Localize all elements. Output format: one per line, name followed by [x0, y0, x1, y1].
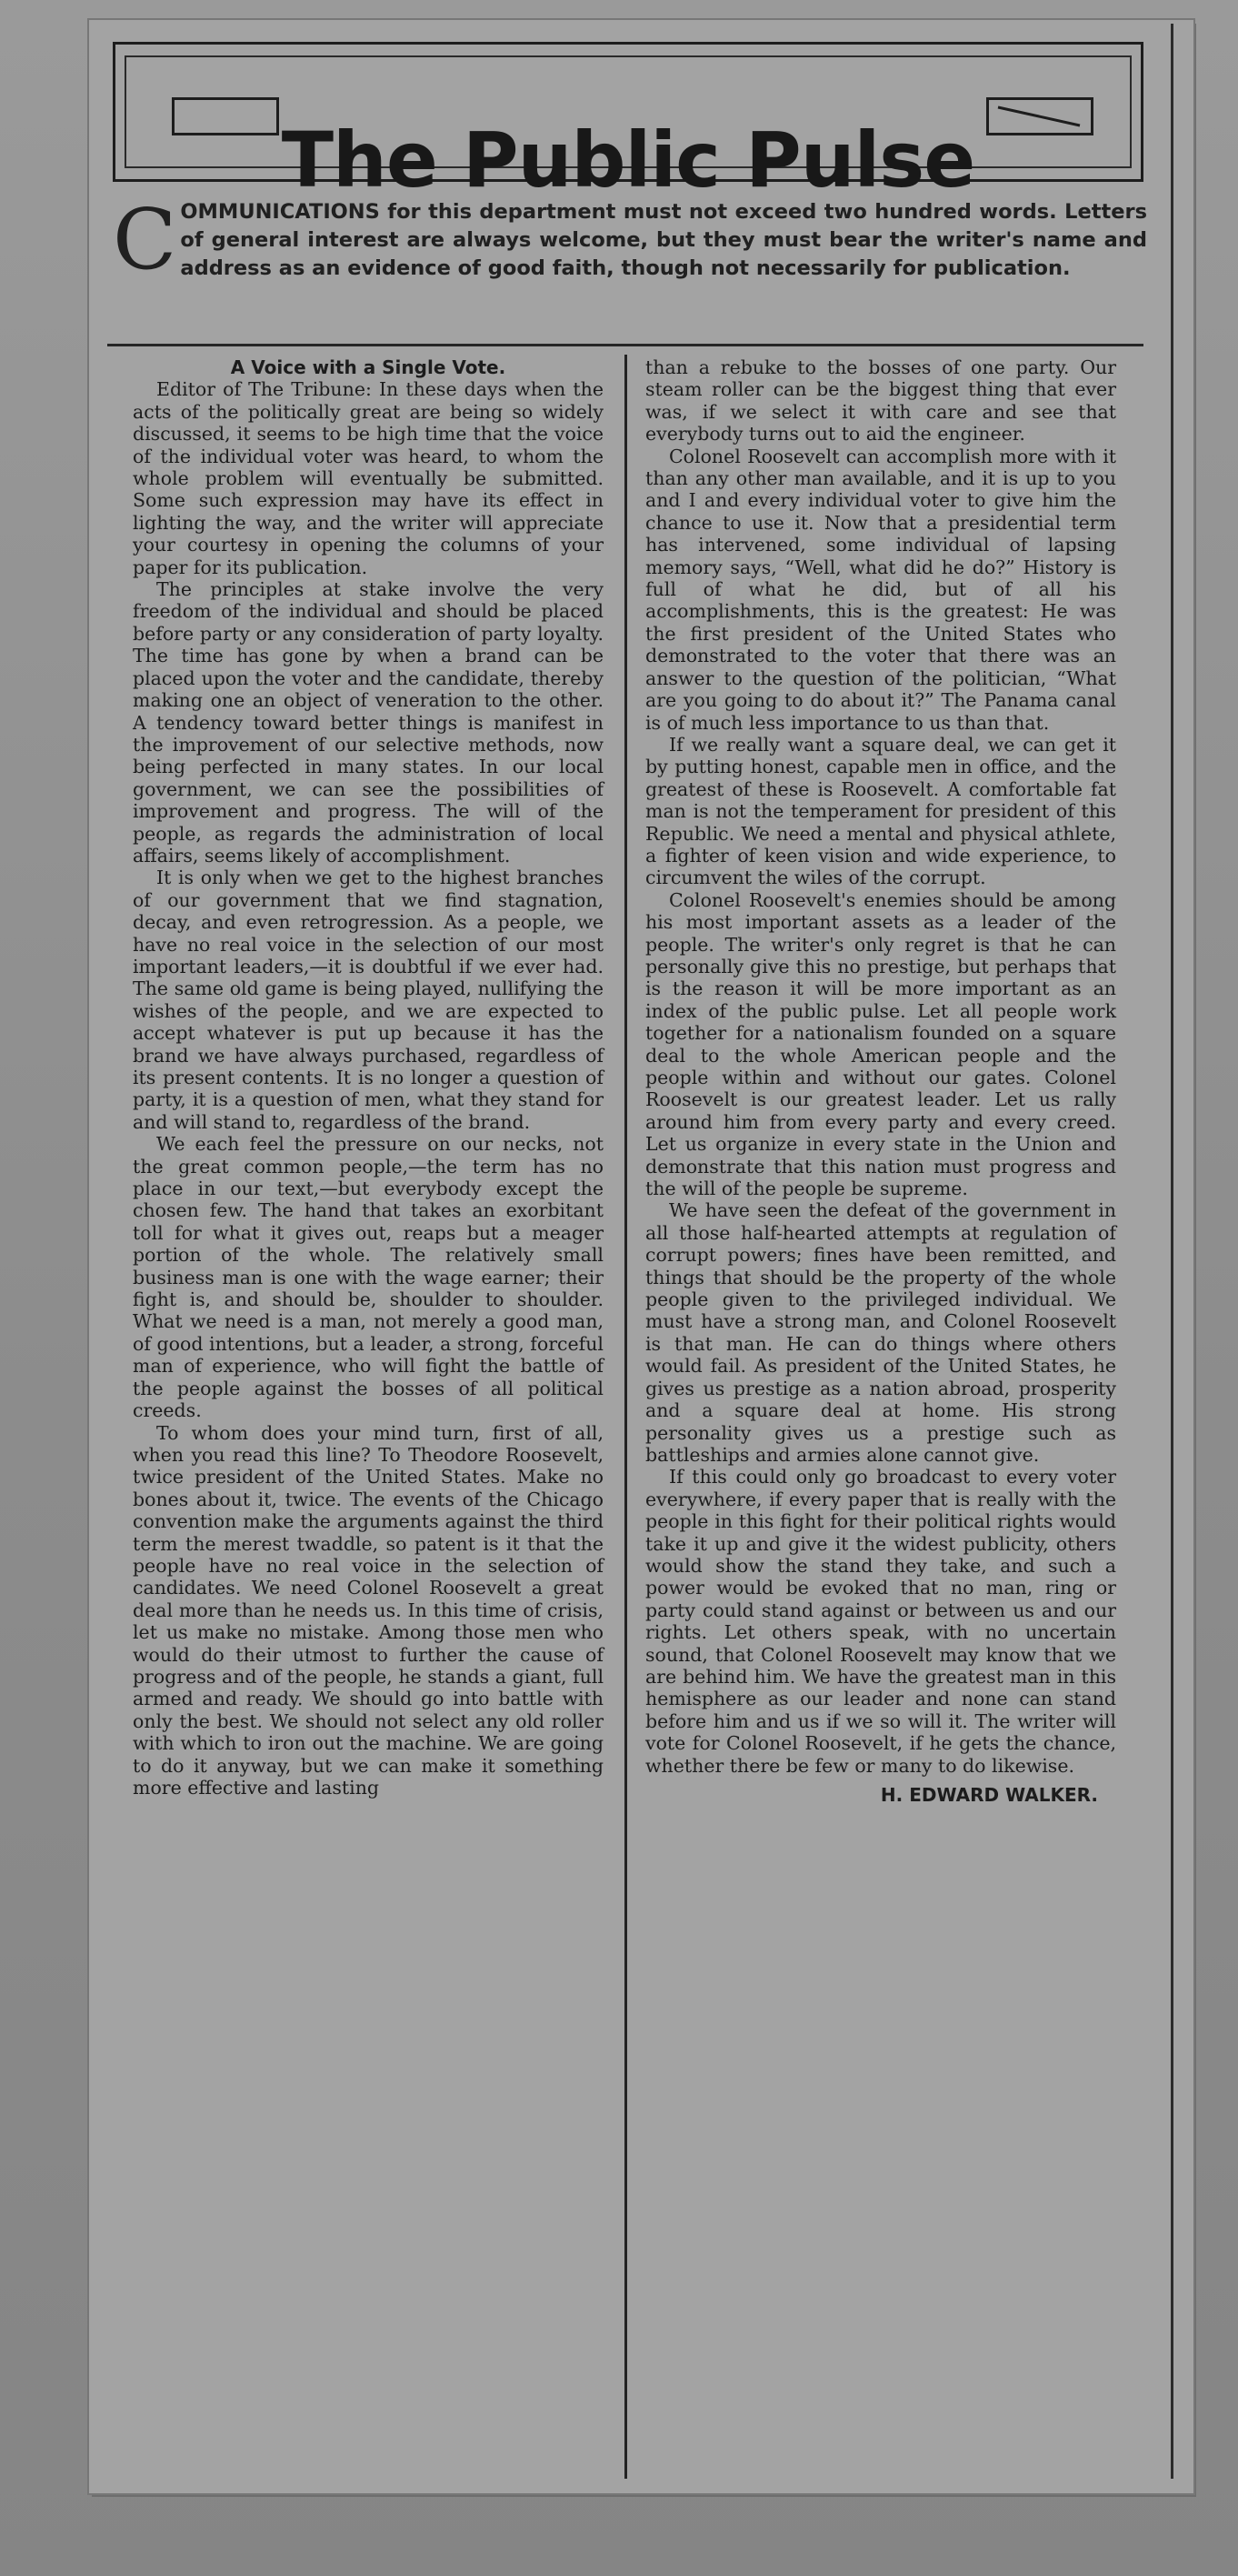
letter-paragraph: Colonel Roosevelt's enemies should be among his most important assets as a leader of the people. The writer's only regret is that he can personally give this no prestige, but perhaps that is the reason it will be more important as an index of the public pulse. Let all people work together for a nationalism founded on a square deal to the whole American people and the people within and without our gates. Colonel Roosevelt is our greatest leader. Let us rally around him from every party and every creed. Let us organize in every state in the Union and demonstrate that this nation must progress and the will of the people be supreme.: [645, 888, 1116, 1200]
letter-heading: A Voice with a Single Vote.: [230, 356, 506, 378]
letter-paragraph: It is only when we get to the highest branches of our government that we find stagnation, decay, and even retrogression. As a people, we have no real voice in the selection of our most important leaders,—it is doubtful if we ever had. The same old game is being played, nullifying the wishes of the people, and we are expected to accept whatever is put up because it has the brand we have always purchased, regardless of its present contents. It is no longer a question of party, it is a question of men, what they stand for and will stand to, regardless of the brand.: [133, 867, 604, 1133]
letter-column-right: [645, 356, 1116, 1806]
letter-paragraph: We have seen the defeat of the government in all those half-hearted attempts at regulation of corrupt powers; fines have been remitted, and things that should be the property of the whole people given to the privileged individual. We must have a strong man, and Colonel Roosevelt is that man. He can do things where others would fail. As president of the United States, he gives us prestige as a nation abroad, prosperity and a square deal at home. His strong personality gives us a prestige such as battleships and armies alone cannot give.: [645, 1199, 1116, 1466]
letter-column-left: [133, 356, 604, 1799]
notice-text: OMMUNICATIONS for this department must not exceed two hundred words. Letters of general interest are always welcome, but they must bear the writer's name and address as an evidence of good faith, though not necessarily for publication.: [180, 200, 1147, 280]
masthead-inner-frame: [125, 55, 1132, 205]
submission-notice: [113, 191, 1147, 335]
letter-signature: H. EDWARD WALKER.: [880, 1784, 1098, 1806]
masthead-box: [113, 42, 1143, 205]
notice-drop-cap: C: [113, 191, 177, 288]
letter-paragraph: Colonel Roosevelt can accomplish more with it than any other man available, and it is up to you and I and every individual voter to give him the chance to use it. Now that a presidential term has intervened, some individual of lapsing memory says, “Well, what did he do?” History is full of what he did, but of all his accomplishments, this is the greatest: He was the first president of the United States who demonstrated to the voter that there was an answer to the question of the politician, “What are you going to do about it?” The Panama canal is of much less importance to us than that.: [645, 445, 1116, 734]
letter-paragraph: We each feel the pressure on our necks, not the great common people,—the term has no place in our text,—but everybody except the chosen few. The hand that takes an exorbitant toll for what it gives out, reaps but a meager portion of the whole. The relatively small business man is one with the wage earner; their fight is, and should be, shoulder to shoulder. What we need is a man, not merely a good man, of good intentions, but a leader, a strong, forceful man of experience, who will fight the battle of the people against the bosses of all political creeds.: [133, 1133, 604, 1422]
right-ornament-icon: [986, 97, 1093, 135]
column-divider: [624, 355, 627, 2479]
section-divider: [107, 344, 1143, 346]
letter-paragraph-continued: than a rebuke to the bosses of one party. Our steam roller can be the biggest thing that ever was, if we select it with care and see that everybody turns out to aid the engineer.: [645, 356, 1116, 446]
letter-paragraph: If we really want a square deal, we can get it by putting honest, capable men in office, and the greatest of these is Roosevelt. A comfortable fat man is not the temperament for president of this Republic. We need a mental and physical athlete, a fighter of keen vision and wide experience, to circumvent the wiles of the corrupt.: [645, 733, 1116, 889]
letter-paragraph: To whom does your mind turn, first of all, when you read this line? To Theodore Roosevelt, twice president of the United States. Make no bones about it, twice. The events of the Chicago convention make the arguments against the third term the merest twaddle, so patent is it that the people have no real voice in the selection of candidates. We need Colonel Roosevelt a great deal more than he needs us. In this time of crisis, let us make no mistake. Among those men who would do their utmost to further the cause of progress and of the people, he stands a giant, full armed and ready. We should go into battle with only the best. We should not select any old roller with which to iron out the machine. We are going to do it anyway, but we can make it something more effective and lasting: [133, 1421, 604, 1799]
letter-paragraph: The principles at stake involve the very freedom of the individual and should be placed before party or any consideration of party loyalty. The time has gone by when a brand can be placed upon the voter and the candidate, thereby making one an object of veneration to the other. A tendency toward better things is manifest in the improvement of our selective methods, now being perfected in many states. In our local government, we can see the possibilities of improvement and progress. The will of the people, as regards the administration of local affairs, seems likely of accomplishment.: [133, 578, 604, 867]
letter-paragraph: Editor of The Tribune: In these days when the acts of the politically great are being so widely discussed, it seems to be high time that the voice of the individual voter was heard, to whom the whole problem will eventually be submitted. Some such expression may have its effect in lighting the way, and the writer will appreciate your courtesy in opening the columns of your paper for its publication.: [133, 378, 604, 578]
masthead-title: The Public Pulse: [281, 115, 975, 205]
clipping-edge-rule: [1171, 24, 1173, 2479]
letter-paragraph: If this could only go broadcast to every voter everywhere, if every paper that is really with the people in this fight for their political rights would take it up and give it the widest publicity, others would show the stand they take, and such a power would be evoked that no man, ring or party could stand against or between us and our rights. Let others speak, with no uncertain sound, that Colonel Roosevelt may know that we are behind him. We have the greatest man in this hemisphere as our leader and none can stand before him and us if we so will it. The writer will vote for Colonel Roosevelt, if he gets the chance, whether there be few or many to do likewise.: [645, 1466, 1116, 1777]
newspaper-clipping: [89, 20, 1193, 2493]
